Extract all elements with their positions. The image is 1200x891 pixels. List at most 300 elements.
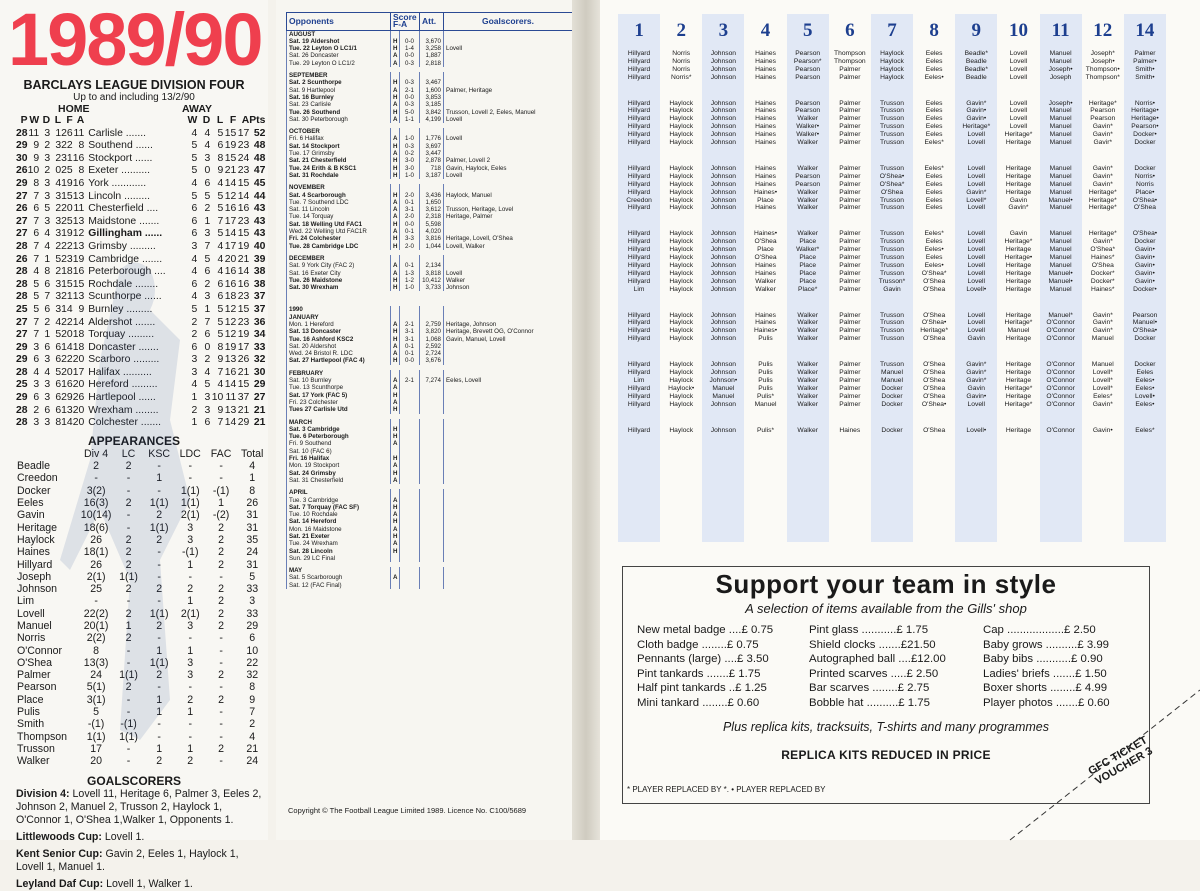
- fixture-attendance: [420, 440, 444, 447]
- league-cell: 3: [55, 215, 62, 227]
- league-cell: 16: [237, 278, 250, 290]
- lineup-player: Manuel•: [1132, 319, 1158, 327]
- lineup-player: Lovell: [967, 311, 986, 319]
- fixture-attendance: 3,436: [420, 192, 444, 199]
- lineup-player: Haylock: [669, 319, 694, 327]
- month-heading: [287, 567, 573, 574]
- appearances-row: [17, 731, 268, 743]
- appearance-count: -: [219, 706, 223, 719]
- fixture-score: [400, 462, 420, 469]
- fixture-attendance: 3,612: [420, 206, 444, 213]
- appearance-count: 26: [90, 533, 102, 546]
- lineup-player: Hillyard: [627, 50, 651, 57]
- league-cell: 5: [191, 303, 198, 315]
- lineup-player: Walker: [755, 285, 776, 293]
- league-cell: 40: [253, 240, 266, 252]
- appearance-count: 1(1): [180, 497, 200, 510]
- shop-item: Pennants (large) ....£ 3.50: [637, 653, 769, 666]
- lineup-player: Haines: [755, 139, 776, 147]
- lineup-player: Johnson: [710, 65, 737, 73]
- fixture-venue: H: [391, 284, 400, 291]
- fixture-opponent: Tue. 22 Leyton O LC1/1: [287, 45, 391, 52]
- fixture-score: [400, 477, 420, 484]
- league-cell: 4: [44, 240, 51, 252]
- appearance-count: 24: [90, 669, 102, 682]
- lineup-player: Eeles: [925, 99, 943, 107]
- league-cell: 7: [44, 291, 51, 303]
- lineup-player: Palmer: [839, 246, 861, 254]
- league-cell: 9: [217, 404, 224, 416]
- fixture-row: [287, 87, 573, 94]
- division-title: BARCLAYS LEAGUE DIVISION FOUR: [23, 78, 245, 92]
- league-cell: 14: [224, 228, 237, 240]
- shop-item: Baby bibs ...........£ 0.90: [983, 653, 1103, 666]
- league-cell: 28: [16, 417, 28, 429]
- fixture-attendance: [420, 399, 444, 406]
- appearance-count: 3: [187, 533, 194, 546]
- fixture-row: [287, 228, 573, 235]
- league-row: [16, 342, 265, 355]
- lineup-player: O'Shea*: [879, 180, 905, 188]
- league-cell: 5: [217, 190, 224, 202]
- month-label: OCTOBER: [287, 128, 391, 135]
- league-cell: 2: [204, 278, 211, 290]
- fixture-venue: H: [391, 143, 400, 150]
- lineup-player: Haylock: [880, 57, 904, 65]
- lineup-player: Gavin*: [1092, 131, 1113, 139]
- goalscorer-entry: [16, 788, 262, 827]
- lineup-player: Place: [799, 261, 817, 269]
- lineup-player: Norris*: [671, 73, 692, 81]
- fixture-score: 3-1: [400, 328, 420, 335]
- appearance-count: 5(1): [86, 681, 106, 694]
- league-cell: 19: [237, 329, 250, 341]
- league-cell: 1: [191, 417, 198, 429]
- fixture-score: 0-3: [400, 101, 420, 108]
- fixture-goalscorers: [444, 343, 573, 350]
- lineup-row: [618, 327, 1166, 335]
- lineup-player: Hillyard: [627, 188, 651, 196]
- league-cell: 4: [204, 127, 211, 139]
- fixture-venue: A: [391, 150, 400, 157]
- lineup-player: Trusson: [880, 131, 904, 139]
- lineup-player: Palmer: [839, 254, 861, 262]
- lineup-player: Eeles•: [1135, 384, 1155, 392]
- league-cell: 43: [253, 203, 266, 215]
- lineup-player: Gavin*: [1092, 165, 1113, 172]
- league-cell: 2: [33, 404, 40, 416]
- appearance-count: 21: [246, 742, 259, 755]
- fixture-opponent: Sat. 13 Doncaster: [287, 328, 391, 335]
- league-cell: 38: [253, 266, 266, 278]
- league-cell: 18: [61, 266, 73, 278]
- player-name: Thompson: [17, 730, 68, 743]
- league-cell: 4: [191, 291, 198, 303]
- lineup-player: Johnson: [710, 246, 737, 254]
- lineup-player: Haylock: [669, 246, 694, 254]
- league-cell: Halifax ..........: [88, 366, 152, 378]
- fixture-attendance: 3,733: [420, 284, 444, 291]
- lineup-row: [618, 204, 1166, 212]
- appearances-row: [17, 497, 268, 509]
- league-cell: 28: [16, 291, 28, 303]
- appearance-count: 10: [246, 644, 259, 657]
- lineup-player: Norris: [1136, 180, 1154, 188]
- league-row: [16, 203, 265, 216]
- league-cell: 4: [191, 379, 198, 391]
- fixture-score: 5-0: [400, 109, 420, 116]
- lineup-player: Palmer: [839, 123, 861, 131]
- appearance-count: -: [219, 656, 223, 669]
- fixture-attendance: [420, 526, 444, 533]
- lineup-player: Palmer: [1134, 50, 1156, 57]
- lineup-player: Trusson: [880, 319, 904, 327]
- lineup-player: Lovell: [1009, 73, 1028, 81]
- lineup-player: Gavin•: [966, 107, 987, 115]
- lineup-player: Place: [799, 269, 817, 277]
- lineup-row: [618, 181, 1166, 189]
- appearances-row: [17, 608, 268, 620]
- league-cell: 8: [55, 417, 62, 429]
- league-cell: 4: [191, 177, 198, 189]
- fixture-venue: A: [391, 87, 400, 94]
- lineup-player: Trusson: [880, 204, 904, 212]
- shop-item: Cloth badge ........£ 0.75: [637, 638, 759, 651]
- lineup-player: Haylock: [669, 369, 694, 377]
- lineup-player: O'Connor: [1046, 384, 1075, 392]
- league-cell: 25: [61, 165, 73, 177]
- lineup-player: O'Shea•: [921, 319, 947, 327]
- league-col-header: D: [202, 115, 211, 126]
- player-name: Eeles: [17, 497, 44, 510]
- league-cell: 26: [16, 165, 28, 177]
- lineup-row: [618, 100, 1166, 108]
- appearances-row: [17, 694, 268, 706]
- shop-item: Player photos .......£ 0.60: [983, 696, 1110, 709]
- lineup-player: Eeles•: [1135, 376, 1155, 384]
- fixture-opponent: Tue. 24 Erith & B KSC1: [287, 165, 391, 172]
- lineup-player: Heritage•: [1131, 107, 1159, 115]
- fixture-goalscorers: [444, 462, 573, 469]
- player-name: Gavin: [17, 509, 45, 522]
- lineup-player: Joseph: [1049, 73, 1072, 81]
- fixture-opponent: Fri. 24 Colchester: [287, 235, 391, 242]
- fixture-row: [287, 135, 573, 142]
- lineup-row: [618, 270, 1166, 278]
- fixture-goalscorers: [444, 94, 573, 101]
- league-cell: 2: [204, 354, 211, 366]
- lineup-player: Johnson: [710, 311, 737, 319]
- lineup-player: Haines: [755, 165, 776, 172]
- fixture-venue: A: [391, 262, 400, 269]
- league-cell: 4: [191, 266, 198, 278]
- fixture-attendance: [420, 582, 444, 589]
- appearance-count: 2: [156, 669, 163, 682]
- empty-cell: [391, 567, 400, 574]
- lineup-player: Haylock: [669, 400, 694, 408]
- lineup-player: Trusson: [880, 311, 904, 319]
- lineup-player: Lovell: [1009, 99, 1028, 107]
- attendance-header: Att.: [420, 13, 444, 31]
- appearance-count: 3(2): [86, 484, 106, 497]
- fixture-opponent: Tues 27 Carlisle Utd: [287, 406, 391, 413]
- fixture-venue: A: [391, 270, 400, 277]
- lineup-row: [618, 58, 1166, 66]
- lineup-player: Walker: [797, 384, 818, 392]
- league-cell: 26: [72, 392, 85, 404]
- appearance-count: 20: [90, 755, 102, 768]
- lineup-player: Haines: [755, 204, 776, 212]
- lineup-player: Eeles: [925, 115, 943, 123]
- lineup-player: Walker: [797, 165, 818, 172]
- league-cell: 2: [55, 266, 62, 278]
- scorer-list: Lovell 1.: [104, 830, 145, 843]
- league-cell: 9: [217, 354, 224, 366]
- lineup-player: Lovell: [1009, 123, 1028, 131]
- lineup-player: Smith•: [1135, 73, 1155, 81]
- lineup-player: Haines: [755, 269, 776, 277]
- league-cell: 12: [224, 190, 237, 202]
- appearance-count: 2: [125, 607, 132, 620]
- league-cell: 15: [224, 127, 237, 139]
- fixture-row: [287, 477, 573, 484]
- lineup-player: Eeles*: [924, 165, 944, 172]
- league-cell: 22: [61, 140, 73, 152]
- fixture-goalscorers: [444, 504, 573, 511]
- fixture-venue: H: [391, 504, 400, 511]
- lineup-player: Haylock: [669, 392, 694, 400]
- fixture-opponent: Sat. 7 Torquay (FAC SF): [287, 504, 391, 511]
- fixture-venue: H: [391, 235, 400, 242]
- fixtures-page: [276, 0, 572, 840]
- league-cell: 22: [61, 354, 73, 366]
- fixture-attendance: 3,842: [420, 109, 444, 116]
- lineup-player: Johnson: [710, 172, 737, 180]
- appearances-title: APPEARANCES: [87, 433, 180, 448]
- fixture-score: 0-1: [400, 343, 420, 350]
- month-heading: [287, 306, 573, 313]
- fixture-opponent: Sat. 31 Rochdale: [287, 172, 391, 179]
- lineup-player: Lovell: [967, 165, 986, 172]
- shop-item: Autographed ball ....£12.00: [809, 653, 946, 666]
- league-cell: 6: [55, 379, 62, 391]
- league-cell: 20: [61, 329, 73, 341]
- fixture-goalscorers: Walker: [444, 277, 573, 284]
- league-cell: 15: [224, 152, 237, 164]
- lineup-player: Manuel: [1049, 285, 1072, 293]
- appearance-count: -: [126, 644, 131, 657]
- appearance-count: 31: [246, 558, 259, 571]
- fixture-venue: A: [391, 213, 400, 220]
- appearance-count: -: [157, 730, 161, 743]
- appearance-count: 1: [156, 693, 163, 706]
- fixture-row: [287, 192, 573, 199]
- lineup-player: Palmer: [839, 361, 861, 369]
- fixture-opponent: Sat. 26 Doncaster: [287, 52, 391, 59]
- lineup-row: [618, 254, 1166, 262]
- appearance-count: 31: [246, 521, 259, 534]
- appearance-count: 24: [246, 546, 259, 559]
- fixture-opponent: Sat. 30 Peterborough: [287, 116, 391, 123]
- fixture-goalscorers: Heritage, Johnson: [444, 321, 573, 328]
- player-name: Hillyard: [17, 558, 53, 571]
- lineup-player: Lovell: [1009, 107, 1028, 115]
- lineup-player: O'Connor: [1046, 361, 1075, 369]
- appearance-count: 1: [125, 620, 132, 632]
- league-cell: Peterborough ....: [88, 266, 166, 278]
- league-cell: 3: [55, 140, 62, 152]
- appearance-count: -: [126, 472, 131, 485]
- lineup-player: Hillyard: [627, 115, 651, 123]
- fixture-opponent: Sat. 20 Aldershot: [287, 343, 391, 350]
- appearance-count: 4: [249, 730, 256, 743]
- league-cell: 28: [16, 278, 28, 290]
- fixture-attendance: [420, 540, 444, 547]
- lineup-player: Beadle: [965, 73, 987, 81]
- appearance-count: 9: [249, 693, 256, 706]
- league-cell: 13: [224, 354, 237, 366]
- fixture-goalscorers: [444, 221, 573, 228]
- fixture-score: 3-0: [400, 165, 420, 172]
- fixture-attendance: 718: [420, 165, 444, 172]
- lineup-player: Pearson*: [793, 57, 822, 65]
- lineup-player: Gavin•: [1092, 426, 1113, 434]
- league-cell: 6: [191, 203, 198, 215]
- fixture-goalscorers: Lovell: [444, 172, 573, 179]
- fixture-opponent: Sat. 10 Burnley: [287, 377, 391, 384]
- lineup-player: Heritage: [1005, 426, 1032, 434]
- player-name: Lim: [17, 595, 35, 608]
- lineup-player: Hillyard: [627, 99, 651, 107]
- empty-cell: [400, 128, 420, 135]
- lineup-player: Gavin*: [1092, 400, 1113, 408]
- lineup-player: O'Shea: [923, 426, 946, 434]
- fixture-row: [287, 243, 573, 250]
- fixture-opponent: Tue. 24 Wrexham: [287, 540, 391, 547]
- fixture-goalscorers: [444, 582, 573, 589]
- empty-cell: [420, 184, 444, 191]
- fixture-attendance: 3,467: [420, 79, 444, 86]
- fixture-score: [400, 526, 420, 533]
- player-name: Pearson: [17, 681, 57, 694]
- fixture-opponent: Sat. 23 Carlisle: [287, 101, 391, 108]
- fixture-attendance: 4,199: [420, 116, 444, 123]
- lineup-player: Palmer: [839, 238, 861, 246]
- league-cell: 1: [44, 329, 51, 341]
- lineup-player: Pulis: [758, 384, 773, 392]
- fixture-goalscorers: [444, 392, 573, 399]
- lineup-player: Trusson: [880, 123, 904, 131]
- shop-item-row: [637, 638, 1147, 653]
- lineup-player: O'Connor: [1046, 392, 1075, 400]
- league-cell: 6: [44, 278, 51, 290]
- league-cell: 4: [44, 366, 51, 378]
- lineup-player: Heritage: [1005, 261, 1032, 269]
- lineup-player: Haylock: [669, 335, 694, 343]
- fixture-venue: A: [391, 497, 400, 504]
- fixture-opponent: Tue. 17 Grimsby: [287, 150, 391, 157]
- fixture-row: [287, 321, 573, 328]
- lineup-player: Eeles•: [924, 246, 944, 254]
- lineup-player: Manuel: [881, 376, 903, 384]
- empty-cell: [420, 255, 444, 262]
- appearance-count: 2: [187, 693, 194, 706]
- lineup-player: Trusson: [880, 335, 904, 343]
- shop-subtitle: A selection of items available from the Gills' shop: [745, 601, 1027, 616]
- appearance-count: 2: [218, 669, 225, 682]
- appearance-count: 1: [156, 706, 163, 719]
- appearance-count: -: [94, 472, 98, 485]
- appearance-count: 32: [246, 669, 259, 682]
- appearances-col-header: [17, 448, 79, 460]
- fixture-attendance: 2,759: [420, 321, 444, 328]
- lineup-row: [618, 107, 1166, 115]
- appearances-row: [17, 718, 268, 730]
- league-cell: 32: [253, 354, 266, 366]
- lineup-player: Docker: [881, 426, 903, 434]
- league-cell: 10: [211, 392, 224, 404]
- lineup-player: Eeles: [925, 50, 943, 57]
- lineup-player: Palmer: [839, 392, 861, 400]
- appearance-count: 2: [156, 755, 163, 768]
- fixture-score: 3-1: [400, 336, 420, 343]
- fixture-attendance: [420, 574, 444, 581]
- lineup-player: Manuel: [1049, 230, 1072, 238]
- league-cell: 18: [72, 341, 85, 353]
- fixture-row: [287, 518, 573, 525]
- lineup-player: Johnson: [710, 165, 737, 172]
- home-label: HOME: [58, 103, 90, 115]
- league-cell: 5: [33, 291, 40, 303]
- league-cell: 5: [217, 303, 224, 315]
- lineup-player: Hillyard: [627, 131, 651, 139]
- lineup-player: Lovell: [967, 238, 986, 246]
- appearance-count: -: [157, 595, 161, 608]
- player-name: Manuel: [17, 620, 52, 632]
- lineup-player: Palmer: [839, 335, 861, 343]
- fixture-venue: A: [391, 526, 400, 533]
- league-cell: 3: [204, 404, 211, 416]
- lineup-player: Pearson: [795, 73, 821, 81]
- lineup-player: Haylock: [669, 261, 694, 269]
- shop-item: Bobble hat ..........£ 1.75: [809, 696, 930, 709]
- fixture-row: [287, 143, 573, 150]
- shirt-number-row: [618, 20, 1166, 42]
- empty-cell: [420, 567, 444, 574]
- lineup-player: Docker•: [1133, 131, 1157, 139]
- lineup-player: Lovell: [1009, 57, 1028, 65]
- lineup-player: O'Shea: [923, 384, 946, 392]
- appearance-count: 2: [187, 583, 194, 596]
- lineup-player: Norris•: [1134, 172, 1156, 180]
- appearance-count: 2: [218, 607, 225, 620]
- lineup-player: Manuel: [754, 400, 777, 408]
- month-heading: [287, 314, 573, 321]
- league-cell: 3: [191, 366, 198, 378]
- fixture-score: [400, 455, 420, 462]
- lineup-player: Pulis: [758, 376, 773, 384]
- fixture-opponent: Sat. 2 Scunthorpe: [287, 79, 391, 86]
- league-row: [16, 165, 265, 178]
- league-cell: 15: [237, 228, 250, 240]
- league-cell: 6: [191, 228, 198, 240]
- lineup-player: Haines*: [1091, 285, 1115, 293]
- lineup-player: Palmer: [839, 165, 861, 172]
- appearance-count: 33: [246, 607, 259, 620]
- league-cell: 13: [72, 190, 85, 202]
- player-name: Norris: [17, 632, 46, 645]
- empty-cell: [420, 30, 444, 38]
